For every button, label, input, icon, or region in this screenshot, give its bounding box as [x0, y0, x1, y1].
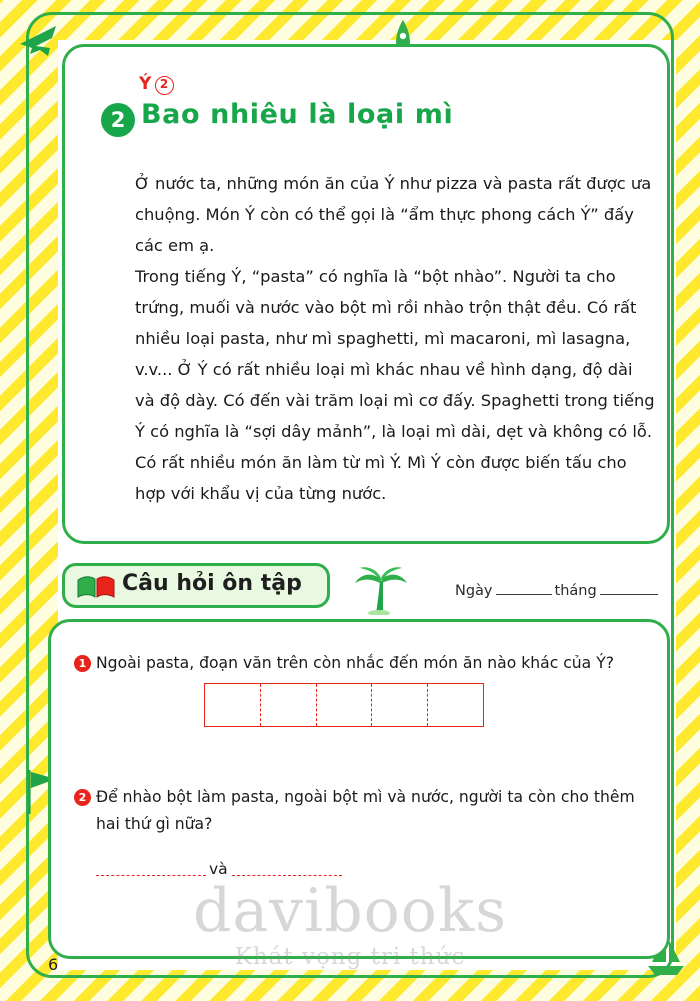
answer-cell[interactable] [428, 684, 483, 726]
answer-cell[interactable] [372, 684, 428, 726]
date-day-blank[interactable] [496, 583, 552, 595]
answer-cell[interactable] [261, 684, 317, 726]
date-month-blank[interactable] [600, 583, 658, 595]
topic-label: Ý [139, 74, 152, 94]
page-number: 6 [48, 955, 59, 974]
question-2-answer-blank-2[interactable] [232, 874, 342, 876]
answer-cell[interactable] [317, 684, 373, 726]
question-1-text: Ngoài pasta, đoạn văn trên còn nhắc đến món ăn nào khác của Ý? [96, 654, 614, 672]
date-day-label: Ngày [455, 583, 493, 599]
question-2-text: Để nhào bột làm pasta, ngoài bột mì và nước, người ta còn cho thêm hai thứ gì nữa? [96, 788, 635, 833]
watermark-tagline: Khát vọng tri thức [234, 944, 466, 970]
article-number-badge: 2 [101, 103, 135, 137]
airplane-icon [16, 18, 62, 64]
date-month-label: tháng [554, 583, 597, 599]
article-body [135, 168, 655, 509]
review-section-title: Câu hỏi ôn tập [122, 571, 302, 596]
article-paragraph-1: Ở nước ta, những món ăn của Ý như pizza và pasta rất được ưa chuộng. Món Ý còn có thể gọi là “ẩm thực phong cách Ý” đấy các em ạ. [135, 174, 652, 255]
question-2-answer-blank-1[interactable] [96, 874, 206, 876]
question-2-bullet: 2 [74, 789, 91, 806]
question-2-connector: và [209, 860, 228, 878]
palm-tree-icon [352, 565, 410, 615]
topic-circled-number: 2 [155, 76, 174, 95]
date-line [455, 583, 658, 599]
answer-cell[interactable] [205, 684, 261, 726]
question-1-bullet: 1 [74, 655, 91, 672]
open-book-icon [77, 576, 115, 598]
watermark-brand: davibooks [192, 876, 508, 946]
article-title: Bao nhiêu là loại mì [141, 99, 454, 130]
article-paragraph-2: Trong tiếng Ý, “pasta” có nghĩa là “bột nhào”. Người ta cho trứng, muối và nước vào bột mì rồi nhào trộn thật đều. Có rất nhiều loại pasta, như mì spaghetti, mì macaroni, mì lasagna, v.v... Ở Ý có rất nhiều loại mì khác nhau về hình dạng, độ dài và độ dày. Có đến vài trăm loại mì cơ đấy. Spaghetti trong tiếng Ý có nghĩa là “sợi dây mảnh”, là loại mì dài, dẹt và không có lỗ. Có rất nhiều món ăn làm từ mì Ý. Mì Ý còn được biến tấu cho hợp với khẩu vị của từng nước. [135, 267, 655, 503]
question-1-answer-grid[interactable] [204, 683, 484, 727]
article-topic-tag [139, 74, 174, 95]
